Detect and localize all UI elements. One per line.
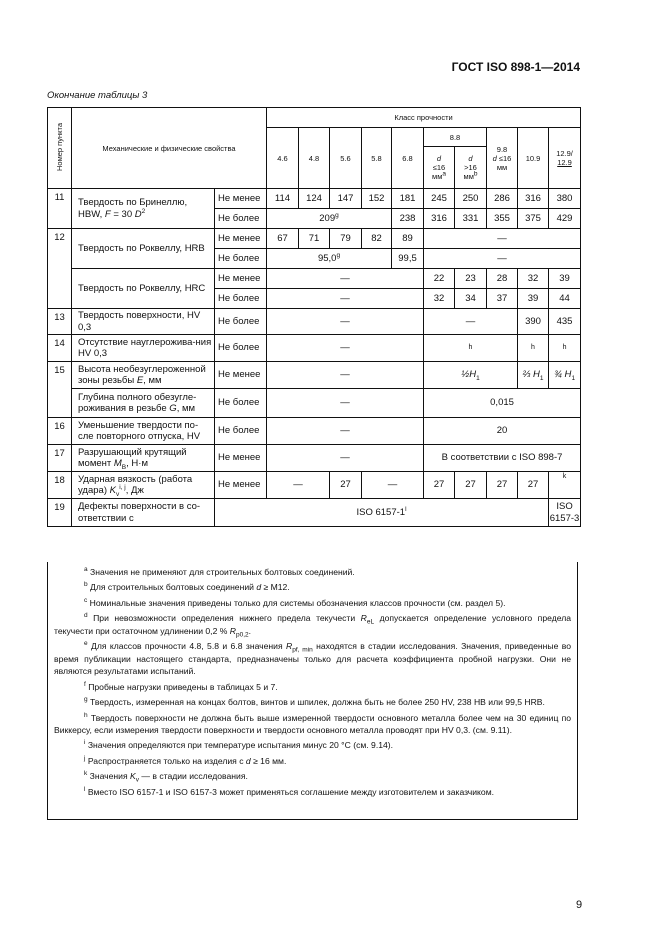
footnote-text: p0,2 — [236, 631, 249, 639]
cell: 152 — [362, 189, 392, 209]
cell: 181 — [392, 189, 424, 209]
class-10-9: 10.9 — [518, 128, 549, 189]
cell: 82 — [362, 229, 392, 249]
footnote-k — [54, 770, 571, 785]
cell — [424, 362, 518, 389]
table-footnotes — [47, 562, 578, 820]
table-row — [48, 389, 581, 418]
condition: Не менее — [215, 269, 267, 289]
class-8-8-small — [424, 147, 455, 189]
table-row — [48, 362, 581, 389]
label: мм — [432, 172, 443, 181]
label: M — [113, 458, 122, 469]
footnote-i — [54, 739, 571, 751]
footnote-ref: l — [405, 505, 407, 513]
cell: — — [267, 335, 424, 362]
footnote-ref: g — [335, 211, 339, 219]
row-number: 18 — [48, 472, 72, 499]
row-number: 17 — [48, 445, 72, 472]
cell: 32 — [518, 269, 549, 289]
cell: 355 — [487, 209, 518, 229]
footnote-ref: b — [473, 170, 478, 178]
label: 1 — [539, 375, 544, 383]
cell: — — [267, 472, 330, 499]
cell: 245 — [424, 189, 455, 209]
label: Высота необезуглероженной зоны резьбы — [78, 363, 206, 386]
cell: 44 — [549, 289, 581, 309]
row-number: 16 — [48, 418, 72, 445]
cell: — — [424, 249, 581, 269]
cell: h — [518, 335, 549, 362]
property-name: Твердость поверхности, HV 0,3 — [72, 309, 215, 335]
cell: В соответствии с ISO 898-7 — [424, 445, 581, 472]
footnote-mark: j — [84, 755, 86, 763]
label: ≤16 — [498, 153, 512, 163]
cell: 390 — [518, 309, 549, 335]
cell: 27 — [487, 472, 518, 499]
cell: 0,015 — [424, 389, 581, 418]
footnote-text: eL — [366, 619, 375, 627]
cell: 124 — [299, 189, 330, 209]
cell — [267, 209, 392, 229]
label: 1 — [571, 375, 576, 383]
condition: Не более — [215, 309, 267, 335]
footnote-text: R — [360, 613, 367, 624]
condition: Не менее — [215, 362, 267, 389]
class-5-6: 5.6 — [330, 128, 362, 189]
cell: 250 — [455, 189, 487, 209]
footnote-text: v — [135, 777, 139, 785]
label: F — [104, 208, 111, 220]
footnote-f — [54, 681, 571, 693]
cell: — — [267, 269, 424, 289]
label: Ударная вязкость (работа удара) — [78, 473, 193, 496]
cell: 435 — [549, 309, 581, 335]
label: 1 — [476, 375, 480, 383]
footnote-mark: l — [84, 785, 86, 793]
cell: 32 — [424, 289, 455, 309]
footnote-mark: g — [84, 696, 88, 704]
property-name — [72, 389, 215, 418]
label: d — [436, 154, 442, 163]
class-9-8 — [487, 128, 518, 189]
cell: — — [267, 389, 424, 418]
footnote-j — [54, 755, 571, 767]
label: ISO — [556, 501, 573, 513]
cell — [549, 499, 581, 527]
label: Глубина полного обезугле-роживания в резьбе — [78, 391, 197, 414]
property-name: Твердость по Роквеллу, HRC — [72, 269, 215, 309]
class-8-8-large — [455, 147, 487, 189]
label: 6157-3 — [549, 512, 580, 524]
cell: — — [424, 229, 581, 249]
label: мм — [463, 172, 474, 181]
cell: 28 — [487, 269, 518, 289]
class-4-6: 4.6 — [267, 128, 299, 189]
cell: — — [362, 472, 424, 499]
footnote-g — [54, 696, 571, 708]
footnote-text: Твердость поверхности не должна быть выше измеренной твердости основного металла более чем на 30 единиц по Виккерсу, если измерения твердости поверхности и твердости основного металла проводят при HV 0,3. (см. 9.11). — [54, 712, 571, 735]
cell: 316 — [424, 209, 455, 229]
cell: 380 — [549, 189, 581, 209]
cell: 71 — [299, 229, 330, 249]
cell: 34 — [455, 289, 487, 309]
table-caption: Окончание таблицы 3 — [47, 90, 148, 101]
footnote-mark: h — [84, 711, 88, 719]
label: = 30 — [110, 208, 135, 220]
label: G — [169, 403, 177, 414]
table-row — [48, 309, 581, 335]
footnote-text: K — [130, 771, 136, 782]
class-header: Класс прочности — [267, 108, 581, 128]
label: E — [136, 375, 144, 386]
row-number: 19 — [48, 499, 72, 527]
label: 12.9 — [557, 158, 572, 167]
condition: Не более — [215, 209, 267, 229]
label: d — [468, 154, 473, 163]
class-8-8: 8.8 — [424, 128, 487, 147]
label: ISO 6157-1 — [356, 506, 406, 518]
table-row — [48, 189, 581, 209]
label: ≤16 — [432, 163, 446, 172]
row-number: 13 — [48, 309, 72, 335]
label: 209 — [319, 212, 336, 224]
property-name: Твердость по Роквеллу, HRB — [72, 229, 215, 269]
table-row — [48, 445, 581, 472]
cell: 79 — [330, 229, 362, 249]
condition: Не более — [215, 289, 267, 309]
footnote-l — [54, 786, 571, 798]
cell: — — [267, 309, 424, 335]
label: 2 — [141, 207, 146, 215]
label: Разрушающий крутящий момент — [78, 446, 187, 469]
cell: — — [267, 362, 424, 389]
label: мм — [496, 162, 508, 172]
col-number-header: Номер пункта — [55, 122, 64, 171]
condition: Не более — [215, 335, 267, 362]
footnote-text: Значения не применяют для строительных болтовых соединений. — [90, 567, 355, 577]
condition: Не менее — [215, 472, 267, 499]
footnote-mark: k — [84, 770, 88, 778]
label: 95,0 — [317, 252, 337, 264]
cell: 37 — [487, 289, 518, 309]
cell: 99,5 — [392, 249, 424, 269]
footnote-text: Твердость, измеренная на концах болтов, винтов и шпилек, должна быть не более 250 HV, 238 HB или 99,5 HRB. — [90, 697, 545, 708]
footnote-text: Значения — [89, 771, 131, 782]
footnote-text: R — [229, 625, 236, 636]
condition: Не менее — [215, 229, 267, 249]
label: >16 — [464, 163, 477, 172]
label: , мм — [143, 375, 162, 386]
cell: k — [549, 472, 581, 499]
footnote-text: Значения определяются при температуре испытания минус 20 °C (см. 9.14). — [87, 740, 394, 751]
table-header — [48, 108, 581, 189]
class-4-8: 4.8 — [299, 128, 330, 189]
cell: 39 — [549, 269, 581, 289]
label: ½H — [461, 369, 477, 381]
label: v — [115, 490, 120, 498]
footnote-a — [54, 566, 571, 578]
condition: Не менее — [215, 189, 267, 209]
table-row — [48, 472, 581, 499]
class-12-9 — [549, 128, 581, 189]
footnote-text: При невозможности определения нижнего предела текучести — [93, 613, 361, 624]
label: , мм — [176, 403, 196, 414]
cell: h — [549, 335, 581, 362]
property-name: Дефекты поверхности в со-ответствии с — [72, 499, 215, 527]
cell: — — [267, 289, 424, 309]
footnote-text: ≥ M12. — [261, 582, 290, 593]
footnote-text: — в стадии исследования. — [139, 771, 248, 782]
label: ¾ H — [554, 369, 572, 381]
label: 9.8 — [496, 144, 508, 154]
cell: — — [267, 418, 424, 445]
col-props-header: Механические и физические свойства — [72, 108, 267, 189]
footnote-text: находятся в стадии исследования. Значения, приведенные во время публикации настоящего стандарта, предназначены только для расчета коэффициента пробной нагрузки. Они не являются результатами испытаний. — [54, 641, 571, 677]
cell: 23 — [455, 269, 487, 289]
footnote-text: d — [256, 582, 262, 593]
footnote-text: Для строительных болтовых соединений — [90, 582, 257, 593]
footnote-text: R — [285, 641, 293, 652]
footnote-text: pf, min — [292, 646, 313, 654]
footnote-text: допускается определение условного предела текучести при остаточном удлинении 0,2 % — [54, 613, 572, 636]
footnote-d — [54, 612, 571, 637]
cell: 238 — [392, 209, 424, 229]
footnote-ref: a — [442, 170, 446, 178]
cell: 286 — [487, 189, 518, 209]
condition: Не более — [215, 249, 267, 269]
cell: 39 — [518, 289, 549, 309]
cell: 27 — [424, 472, 455, 499]
page-number: 9 — [576, 899, 583, 911]
cell — [549, 362, 581, 389]
table-row — [48, 229, 581, 249]
footnote-ref: g — [336, 251, 341, 259]
label: ⅔ H — [522, 369, 540, 381]
footnote-b — [54, 581, 571, 593]
document-id: ГОСТ ISO 898-1—2014 — [451, 60, 580, 74]
property-name — [72, 189, 215, 229]
footnote-mark: c — [84, 597, 88, 605]
class-5-8: 5.8 — [362, 128, 392, 189]
property-name — [72, 445, 215, 472]
footnote-c — [54, 597, 571, 609]
cell: 27 — [518, 472, 549, 499]
table-row — [48, 418, 581, 445]
cell: — — [267, 445, 424, 472]
footnote-ref: i, j — [119, 483, 126, 491]
footnote-e — [54, 640, 571, 677]
cell: 375 — [518, 209, 549, 229]
row-number: 11 — [48, 189, 72, 229]
table-row — [48, 269, 581, 289]
label: D — [134, 208, 142, 220]
cell — [518, 362, 549, 389]
cell: 316 — [518, 189, 549, 209]
property-name — [72, 472, 215, 499]
class-6-8: 6.8 — [392, 128, 424, 189]
label: K — [109, 485, 116, 496]
property-name — [72, 362, 215, 389]
property-name: Отсутствие науглерожива-ния HV 0,3 — [72, 335, 215, 362]
footnote-text: . — [248, 625, 252, 636]
label: 12.9/ — [556, 149, 573, 158]
cell: 20 — [424, 418, 581, 445]
cell: 147 — [330, 189, 362, 209]
footnote-text: Вместо ISO 6157-1 и ISO 6157-3 может применяться соглашение между изготовителем и заказчиком. — [87, 786, 494, 797]
property-name: Уменьшение твердости по-сле повторного отпуска, HV — [72, 418, 215, 445]
cell: 27 — [455, 472, 487, 499]
row-number: 12 — [48, 229, 72, 309]
cell: 67 — [267, 229, 299, 249]
row-number: 14 — [48, 335, 72, 362]
condition: Не менее — [215, 445, 267, 472]
cell: 429 — [549, 209, 581, 229]
label: B — [121, 463, 127, 471]
condition: Не более — [215, 389, 267, 418]
label: , Дж — [125, 485, 144, 496]
footnote-mark: d — [84, 612, 88, 620]
footnote-text: Номинальные значения приведены только для системы обозначения классов прочности (см. раздел 5). — [89, 597, 506, 608]
footnote-text: d — [245, 755, 251, 766]
footnote-mark: b — [84, 581, 88, 589]
cell: 114 — [267, 189, 299, 209]
footnote-mark: e — [84, 640, 88, 648]
cell: h — [424, 335, 518, 362]
footnote-mark: f — [84, 680, 86, 688]
cell: — — [424, 309, 518, 335]
footnote-mark: a — [84, 566, 88, 574]
cell — [215, 499, 549, 527]
footnote-text: Для классов прочности 4.8, 5.8 и 6.8 значения — [91, 641, 286, 652]
row-number: 15 — [48, 362, 72, 418]
cell: 89 — [392, 229, 424, 249]
footnote-h — [54, 712, 571, 737]
properties-table — [47, 107, 581, 527]
cell: 22 — [424, 269, 455, 289]
footnote-text: ≥ 16 мм. — [250, 755, 287, 766]
label: , Н·м — [126, 458, 148, 469]
label: Твердость по Бринеллю, HBW, — [78, 197, 188, 220]
table-row — [48, 499, 581, 527]
footnote-mark: i — [84, 739, 86, 747]
cell: 27 — [330, 472, 362, 499]
condition: Не более — [215, 418, 267, 445]
footnote-text: Пробные нагрузки приведены в таблицах 5 и 7. — [88, 681, 278, 692]
cell: 331 — [455, 209, 487, 229]
footnote-text: Распространяется только на изделия с — [87, 755, 246, 766]
table-row — [48, 335, 581, 362]
label: d — [492, 153, 497, 163]
cell — [267, 249, 392, 269]
